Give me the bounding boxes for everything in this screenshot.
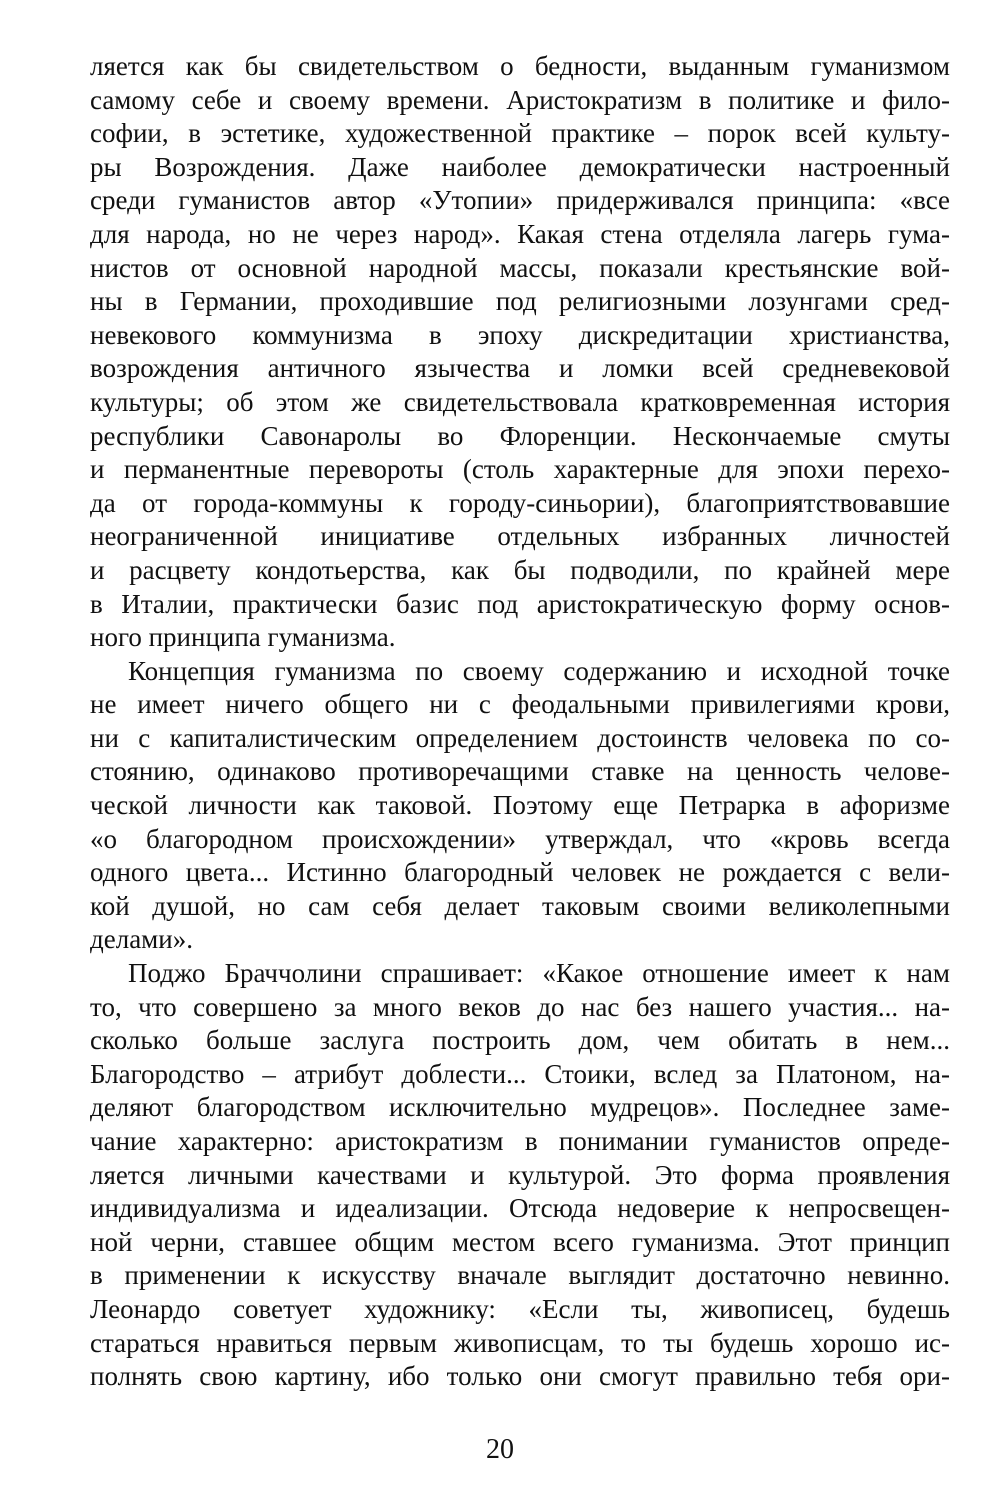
text-line: неограниченной инициативе отдельных избранных личностей <box>90 521 950 552</box>
text-line: Поджо Браччолини спрашивает: «Какое отношение имеет к нам <box>128 958 950 989</box>
text-line: и перманентные перевороты (столь характерные для эпохи перехо- <box>90 454 950 485</box>
text-line: возрождения античного язычества и ломки всей средневековой <box>90 353 950 384</box>
text-line: Концепция гуманизма по своему содержанию и исходной точке <box>128 655 950 686</box>
page-body <box>90 50 950 1394</box>
text-line: ного принципа гуманизма. <box>90 622 396 653</box>
text-line: сколько больше заслуга построить дом, чем обитать в нем... <box>90 1025 950 1056</box>
text-line: среди гуманистов автор «Утопии» придерживался принципа: «все <box>90 185 950 216</box>
text-line: то, что совершено за много веков до нас без нашего участия... на- <box>90 991 950 1022</box>
text-line: Леонардо советует художнику: «Если ты, живописец, будешь <box>90 1293 950 1324</box>
text-line: полнять свою картину, ибо только они смогут правильно тебя ори- <box>90 1361 950 1392</box>
text-line: не имеет ничего общего ни с феодальными привилегиями крови, <box>90 689 950 720</box>
text-line: ческой личности как таковой. Поэтому еще Петрарка в афоризме <box>90 790 950 821</box>
text-line: чание характерно: аристократизм в понимании гуманистов опреде- <box>90 1126 950 1156</box>
text-line: делами». <box>90 924 193 955</box>
text-line: ляется как бы свидетельством о бедности, выданным гуманизмом <box>90 51 950 81</box>
text-line: ной черни, ставшее общим местом всего гуманизма. Этот принцип <box>90 1226 950 1257</box>
text-line: кой душой, но сам себя делает таковым своими великолепными <box>90 890 950 921</box>
text-line: самому себе и своему времени. Аристократизм в политике и фило- <box>90 84 950 115</box>
text-line: культуры; об этом же свидетельствовала кратковременная история <box>90 386 950 417</box>
paragraph <box>90 957 950 1394</box>
text-line: и расцвету кондотьерства, как бы подводили, по крайней мере <box>90 554 950 585</box>
text-line: в применении к искусству вначале выглядит достаточно невинно. <box>90 1260 950 1291</box>
paragraph <box>90 655 950 957</box>
text-line: для народа, но не через народ». Какая стена отделяла лагерь гума- <box>90 218 950 249</box>
text-line: невекового коммунизма в эпоху дискредитации христианства, <box>90 319 950 350</box>
text-line: стоянию, одинаково противоречащими ставке на ценность челове- <box>90 756 950 787</box>
text-line: софии, в эстетике, художественной практике – порок всей культу- <box>90 118 950 149</box>
text-line: индивидуализма и идеализации. Отсюда недоверие к непросвещен- <box>90 1193 950 1224</box>
text-line: «о благородном происхождении» утверждал, что «кровь всегда <box>90 823 950 854</box>
text-line: да от города-коммуны к городу-синьории), благоприятствовавшие <box>90 487 950 518</box>
page-number: 20 <box>486 1434 514 1465</box>
text-line: ны в Германии, проходившие под религиозными лозунгами сред- <box>90 286 950 317</box>
text-line: республики Савонаролы во Флоренции. Нескончаемые смуты <box>90 420 950 451</box>
text-line: Благородство – атрибут доблести... Стоики, вслед за Платоном, на- <box>90 1058 950 1089</box>
text-line: в Италии, практически базис под аристократическую форму основ- <box>90 588 950 619</box>
text-line: ни с капиталистическим определением достоинств человека по со- <box>90 722 950 753</box>
text-line: ляется личными качествами и культурой. Это форма проявления <box>90 1159 950 1190</box>
text-line: ры Возрождения. Даже наиболее демократически настроенный <box>90 151 950 182</box>
text-line: деляют благородством исключительно мудрецов». Последнее заме- <box>90 1092 950 1123</box>
text-line: нистов от основной народной массы, показали крестьянские вой- <box>90 252 950 283</box>
text-line: одного цвета... Истинно благородный человек не рождается с вели- <box>90 857 950 888</box>
text-line: стараться нравиться первым живописцам, то ты будешь хорошо ис- <box>90 1327 950 1358</box>
paragraph <box>90 50 950 655</box>
